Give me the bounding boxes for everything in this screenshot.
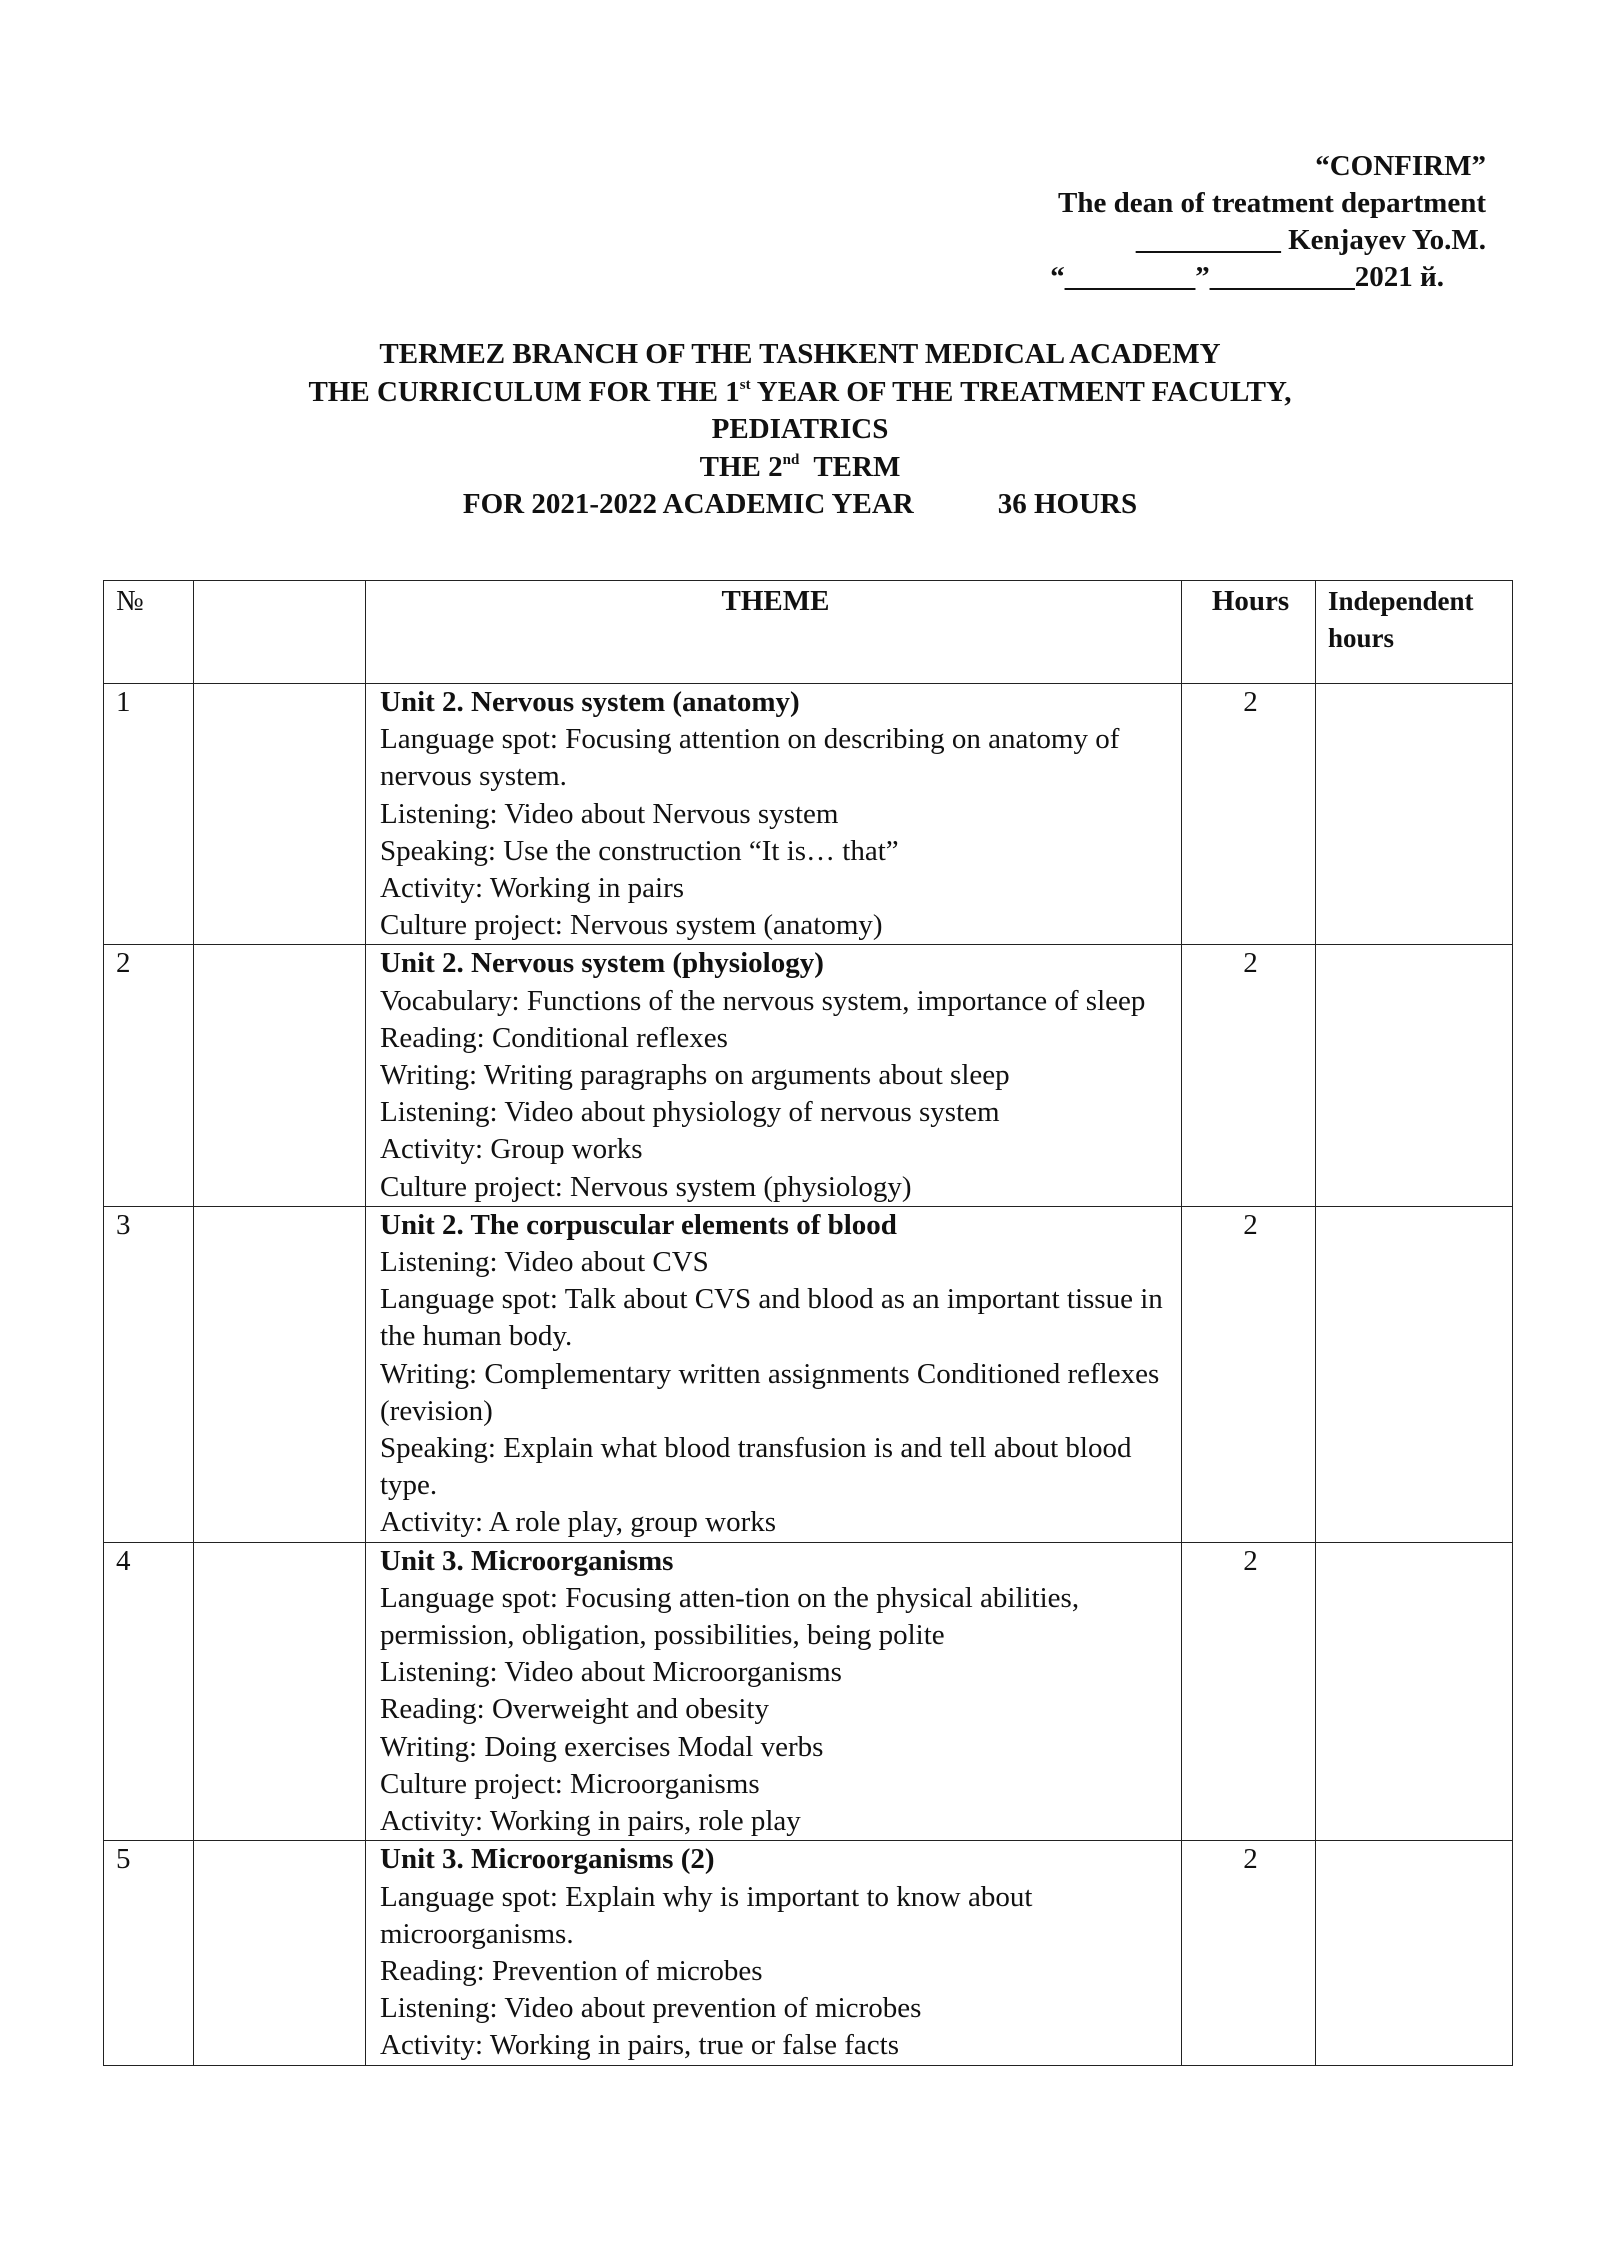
- confirm-label: “CONFIRM”: [1315, 150, 1486, 182]
- table-row: [104, 684, 1513, 945]
- theme-line: Writing: Complementary written assignments Conditioned reflexes (revision): [380, 1357, 1160, 1427]
- term-title-suffix: TERM: [799, 450, 901, 483]
- theme-line: Culture project: Nervous system (physiology): [380, 1170, 912, 1203]
- unit-title: Unit 3. Microorganisms: [380, 1544, 674, 1577]
- theme-line: Reading: Prevention of microbes: [380, 1954, 763, 1987]
- dean-title: The dean of treatment department: [1058, 187, 1486, 219]
- academic-year-line: [0, 486, 1600, 524]
- row-hours: 2: [1182, 945, 1316, 1206]
- theme-line: Language spot: Explain why is important to know about microorganisms.: [380, 1880, 1033, 1950]
- unit-title: Unit 3. Microorganisms (2): [380, 1843, 715, 1876]
- document-heading: [0, 336, 1600, 524]
- table-row: [104, 1841, 1513, 2065]
- row-number: 4: [104, 1542, 194, 1841]
- theme-line: Culture project: Nervous system (anatomy): [380, 909, 883, 942]
- theme-line: Writing: Writing paragraphs on arguments about sleep: [380, 1059, 1010, 1092]
- row-independent-hours: [1316, 945, 1513, 1206]
- theme-line: Language spot: Talk about CVS and blood as an important tissue in the human body.: [380, 1283, 1163, 1353]
- header-independent-hours: Independent hours: [1316, 581, 1513, 684]
- row-blank-cell: [194, 945, 366, 1206]
- table-body: [104, 684, 1513, 2066]
- table-row: [104, 945, 1513, 1206]
- institution-title: TERMEZ BRANCH OF THE TASHKENT MEDICAL ACADEMY: [379, 338, 1221, 370]
- theme-line: Vocabulary: Functions of the nervous system, importance of sleep: [380, 984, 1146, 1017]
- curriculum-title-suffix: YEAR OF THE TREATMENT FACULTY,: [750, 375, 1292, 408]
- theme-line: Culture project: Microorganisms: [380, 1767, 760, 1800]
- theme-line: Activity: Working in pairs, role play: [380, 1805, 801, 1838]
- theme-line: Language spot: Focusing atten-tion on the physical abilities, permission, obligation, possibilities, being polite: [380, 1581, 1080, 1652]
- theme-line: Language spot: Focusing attention on describing on anatomy of nervous system.: [380, 723, 1120, 793]
- theme-line: Writing: Doing exercises Modal verbs: [380, 1730, 824, 1763]
- header-blank: [194, 581, 366, 684]
- theme-line: Activity: Working in pairs, true or false facts: [380, 2029, 899, 2062]
- theme-line: Listening: Video about CVS: [380, 1246, 709, 1279]
- curriculum-table: [103, 580, 1513, 2066]
- row-independent-hours: [1316, 684, 1513, 945]
- theme-line: Reading: Conditional reflexes: [380, 1021, 728, 1054]
- theme-line: Reading: Overweight and obesity: [380, 1693, 769, 1726]
- total-hours: 36 HOURS: [997, 488, 1138, 520]
- row-blank-cell: [194, 1841, 366, 2065]
- row-independent-hours: [1316, 1206, 1513, 1542]
- row-independent-hours: [1316, 1841, 1513, 2065]
- row-number: 3: [104, 1206, 194, 1542]
- theme-line: Speaking: Use the construction “It is… that”: [380, 834, 899, 867]
- row-theme: [366, 1206, 1182, 1542]
- row-theme: [366, 684, 1182, 945]
- header-hours: Hours: [1182, 581, 1316, 684]
- row-blank-cell: [194, 684, 366, 945]
- row-independent-hours: [1316, 1542, 1513, 1841]
- row-theme: [366, 945, 1182, 1206]
- approval-block: [1050, 148, 1486, 296]
- row-theme: [366, 1841, 1182, 2065]
- term-title: [0, 449, 1600, 487]
- table-row: [104, 1206, 1513, 1542]
- header-number: №: [104, 581, 194, 684]
- row-hours: 2: [1182, 684, 1316, 945]
- theme-line: Activity: Group works: [380, 1133, 643, 1166]
- unit-title: Unit 2. Nervous system (anatomy): [380, 686, 800, 718]
- theme-line: Speaking: Explain what blood transfusion is and tell about blood type.: [380, 1432, 1132, 1502]
- date-line: “_________”__________2021 й.: [1050, 261, 1444, 293]
- table-row: [104, 1542, 1513, 1841]
- row-number: 1: [104, 684, 194, 945]
- table-header-row: [104, 581, 1513, 684]
- row-theme: [366, 1542, 1182, 1841]
- theme-line: Activity: A role play, group works: [380, 1506, 777, 1539]
- row-blank-cell: [194, 1206, 366, 1542]
- curriculum-title: [0, 374, 1600, 412]
- header-theme: THEME: [366, 581, 1182, 684]
- row-hours: 2: [1182, 1841, 1316, 2065]
- unit-title: Unit 2. The corpuscular elements of blood: [380, 1208, 897, 1241]
- row-number: 2: [104, 945, 194, 1206]
- term-title-prefix: THE 2: [699, 450, 783, 483]
- theme-line: Activity: Working in pairs: [380, 872, 685, 905]
- academic-year: FOR 2021-2022 ACADEMIC YEAR: [462, 488, 914, 520]
- curriculum-title-prefix: THE CURRICULUM FOR THE 1: [308, 375, 740, 408]
- theme-line: Listening: Video about Microorganisms: [380, 1656, 842, 1689]
- term-title-superscript: nd: [782, 451, 800, 468]
- theme-line: Listening: Video about prevention of microbes: [380, 1992, 922, 2025]
- curriculum-title-superscript: st: [739, 376, 751, 393]
- row-number: 5: [104, 1841, 194, 2065]
- row-hours: 2: [1182, 1542, 1316, 1841]
- row-blank-cell: [194, 1542, 366, 1841]
- signature-line: __________ Kenjayev Yo.M.: [1135, 224, 1486, 256]
- unit-title: Unit 2. Nervous system (physiology): [380, 947, 824, 980]
- row-hours: 2: [1182, 1206, 1316, 1542]
- faculty-title: PEDIATRICS: [711, 413, 889, 445]
- theme-line: Listening: Video about physiology of nervous system: [380, 1096, 1000, 1129]
- theme-line: Listening: Video about Nervous system: [380, 797, 839, 830]
